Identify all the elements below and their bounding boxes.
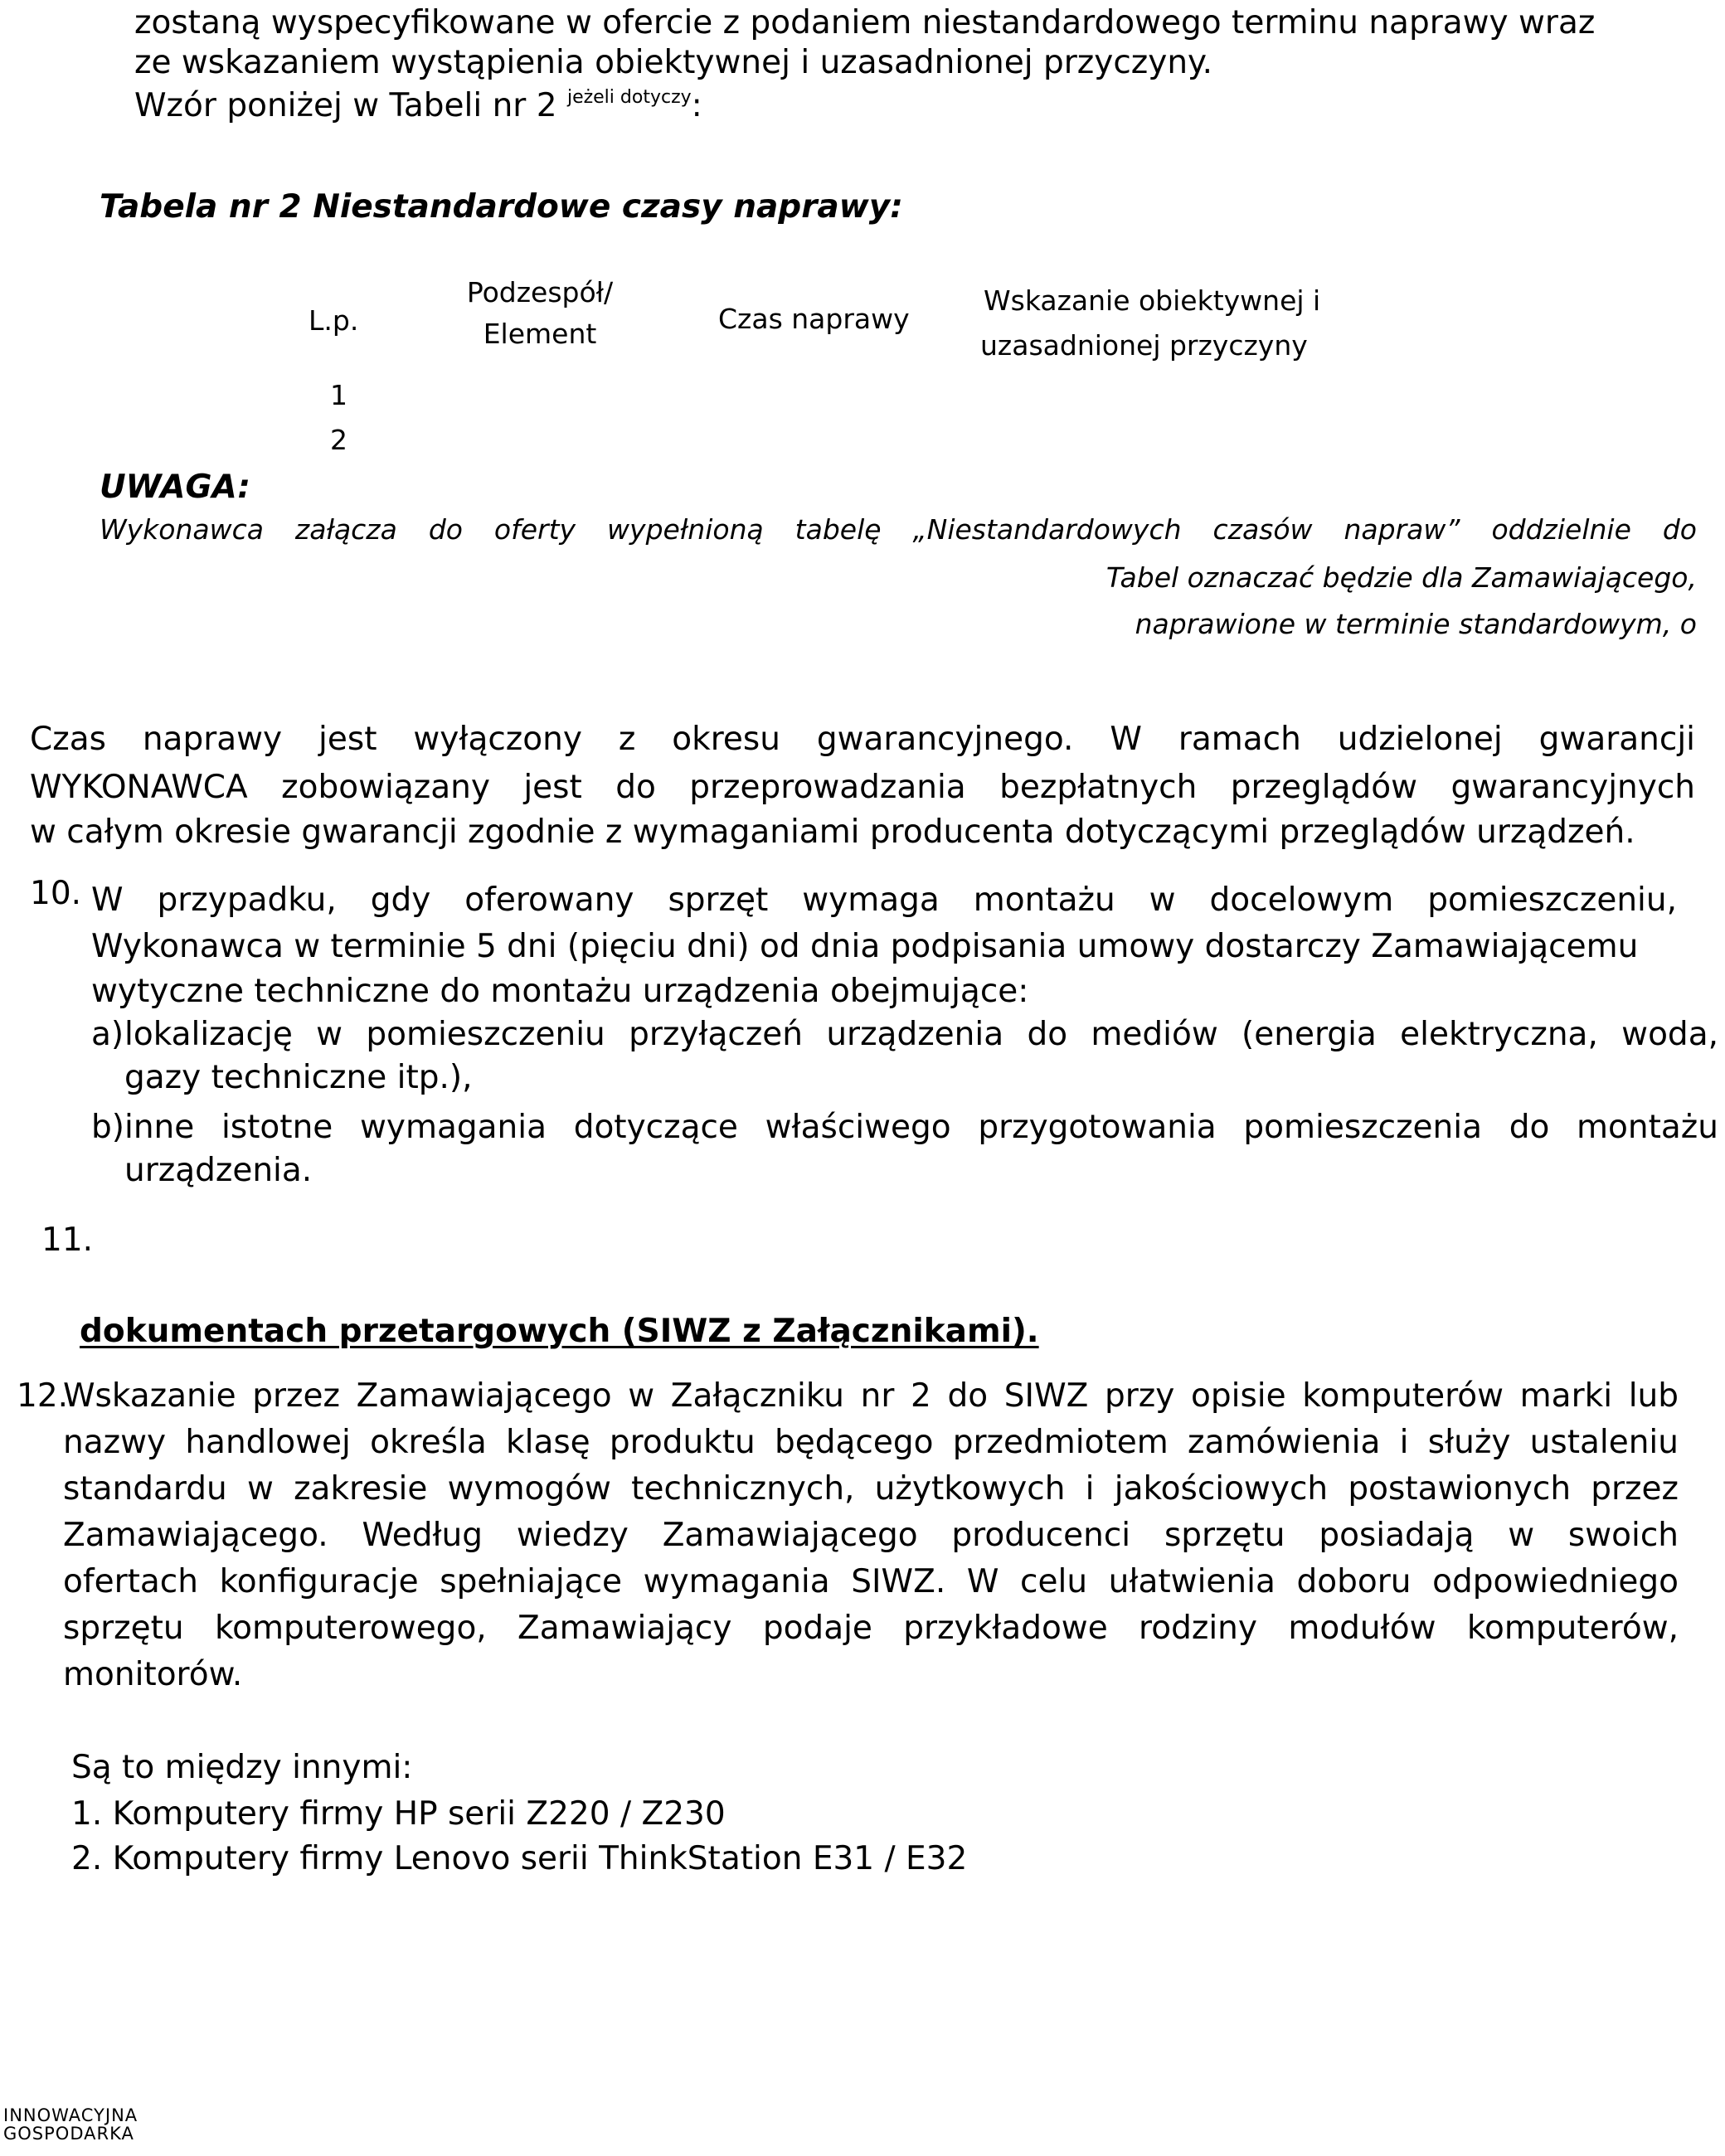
item-11-number: 11.: [41, 1221, 94, 1259]
table-header-component-2: Element: [483, 318, 597, 350]
item-10-a-line-2: gazy techniczne itp.),: [124, 1059, 473, 1096]
item-10-a-label: a): [91, 1016, 124, 1053]
item-12-line-7: monitorów.: [63, 1656, 243, 1693]
footer-logo-line-2: GOSPODARKA: [3, 2124, 134, 2144]
warranty-line-1: Czas naprawy jest wyłączony z okresu gwarancyjnego. W ramach udzielonej gwarancji: [30, 721, 1695, 758]
table-header-reason-1: Wskazanie obiektywnej i: [984, 284, 1321, 317]
item-12-line-3: standardu w zakresie wymogów technicznych, użytkowych i jakościowych postawionych przez: [63, 1470, 1679, 1508]
warranty-line-3: w całym okresie gwarancji zgodnie z wymaganiami producenta dotyczącymi przeglądów urządzeń.: [30, 813, 1635, 851]
intro-colon: :: [691, 87, 702, 124]
intro-line-2: ze wskazaniem wystąpienia obiektywnej i uzasadnionej przyczyny.: [134, 44, 1212, 81]
table-2-title: Tabela nr 2 Niestandardowe czasy naprawy:: [100, 188, 903, 226]
examples-item: 1. Komputery firmy HP serii Z220 / Z230: [71, 1795, 726, 1833]
note-line-3: naprawione w terminie standardowym, o: [1135, 608, 1697, 640]
intro-line-1: zostaną wyspecyfikowane w ofercie z podaniem niestandardowego terminu naprawy wraz: [134, 4, 1596, 41]
table-header-repair-time: Czas naprawy: [718, 303, 910, 335]
item-10-line-1: W przypadku, gdy oferowany sprzęt wymaga montażu w docelowym pomieszczeniu,: [91, 881, 1677, 919]
intro-line-3-text: Wzór poniżej w Tabeli nr 2: [134, 87, 557, 124]
item-12-line-5: ofertach konfiguracje spełniające wymagania SIWZ. W celu ułatwienia doboru odpowiedniego: [63, 1563, 1679, 1600]
item-12-number: 12.: [17, 1377, 69, 1415]
item-12-line-4: Zamawiającego. Według wiedzy Zamawiającego producenci sprzętu posiadają w swoich: [63, 1517, 1679, 1554]
note-line-1: Wykonawca załącza do oferty wypełnioną tabelę „Niestandardowych czasów napraw” oddzielnie do: [100, 513, 1697, 546]
item-10-b-line-1: inne istotne wymagania dotyczące właściwego przygotowania pomieszczenia do montażu: [124, 1109, 1718, 1146]
note-heading: UWAGA:: [100, 469, 250, 506]
item-10-number: 10.: [30, 875, 82, 912]
item-10-line-2: Wykonawca w terminie 5 dni (pięciu dni) od dnia podpisania umowy dostarczy Zamawiającemu: [91, 928, 1639, 965]
intro-line-3: [134, 87, 702, 124]
table-header-lp: L.p.: [309, 304, 359, 337]
item-11-fragment: dokumentach przetargowych (SIWZ z Załącznikami).: [80, 1313, 1039, 1350]
item-10-b-label: b): [91, 1109, 124, 1146]
item-12-line-6: sprzętu komputerowego, Zamawiający podaje przykładowe rodziny modułów komputerów,: [63, 1610, 1679, 1647]
item-12-line-1: Wskazanie przez Zamawiającego w Załączniku nr 2 do SIWZ przy opisie komputerów marki lub: [63, 1377, 1679, 1415]
warranty-line-2: WYKONAWCA zobowiązany jest do przeprowadzania bezpłatnych przeglądów gwarancyjnych: [30, 769, 1695, 806]
intro-footnote-marker: jeżeli dotyczy: [566, 87, 692, 108]
item-12-line-2: nazwy handlowej określa klasę produktu będącego przedmiotem zamówienia i służy ustaleniu: [63, 1424, 1679, 1461]
table-row-number: 1: [330, 379, 347, 411]
footer-logo-line-1: INNOWACYJNA: [3, 2105, 138, 2125]
note-line-2: Tabel oznaczać będzie dla Zamawiającego,: [1105, 561, 1697, 594]
item-10-b-line-2: urządzenia.: [124, 1152, 313, 1189]
item-10-line-3: wytyczne techniczne do montażu urządzenia obejmujące:: [91, 973, 1029, 1010]
table-header-component-1: Podzespół/: [466, 276, 614, 308]
item-10-a-line-1: lokalizację w pomieszczeniu przyłączeń urządzenia do mediów (energia elektryczna, woda,: [124, 1016, 1718, 1053]
examples-heading: Są to między innymi:: [71, 1749, 413, 1786]
examples-item: 2. Komputery firmy Lenovo serii ThinkStation E31 / E32: [71, 1840, 968, 1877]
footer-logo-text: [3, 2106, 252, 2143]
table-row-number: 2: [330, 424, 347, 456]
table-header-reason-2: uzasadnionej przyczyny: [980, 329, 1308, 362]
